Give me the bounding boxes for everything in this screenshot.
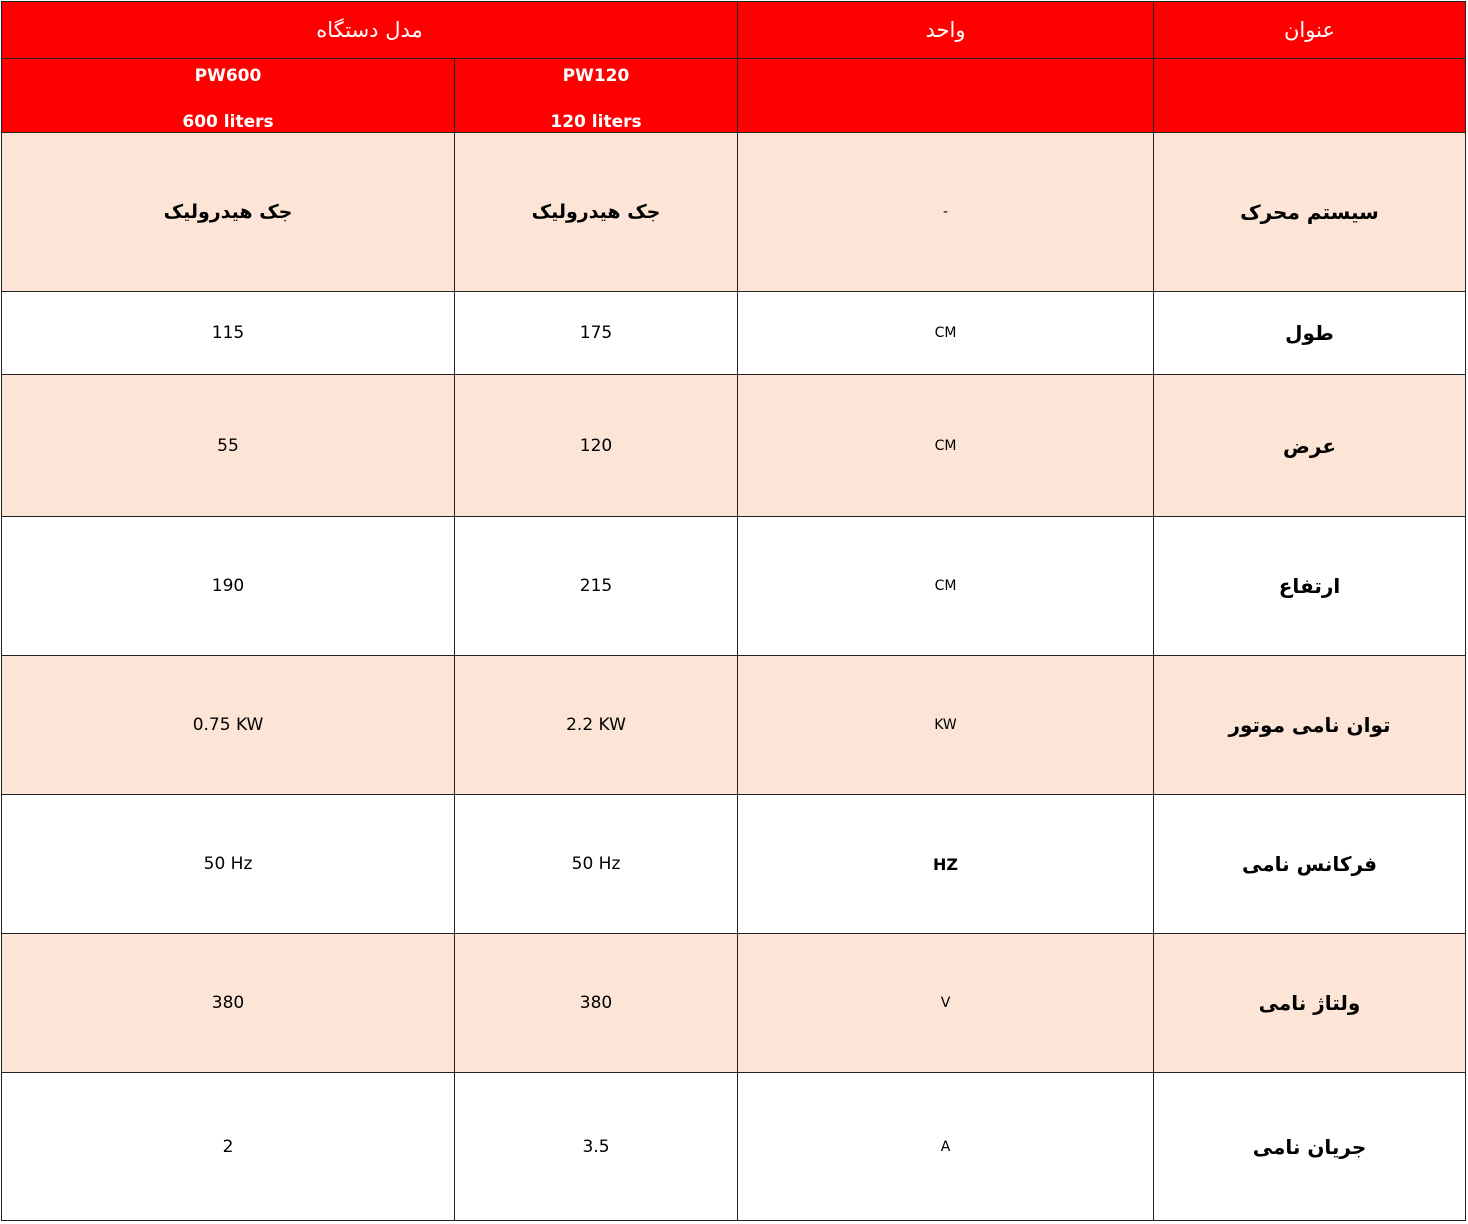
- model-capacity: 120 liters: [550, 111, 642, 132]
- unit-cell: -: [738, 133, 1154, 292]
- value-pw120: 3.5: [455, 1073, 738, 1221]
- table-row: [2, 1073, 1466, 1221]
- value-pw600: 115: [2, 292, 455, 375]
- value-pw120: 50 Hz: [455, 795, 738, 934]
- model-title-blank: [1154, 59, 1466, 133]
- value-pw600: 2: [2, 1073, 455, 1221]
- header-unit: واحد: [738, 2, 1154, 59]
- value-pw120: 2.2 KW: [455, 656, 738, 795]
- header-model: مدل دستگاه: [2, 2, 738, 59]
- unit-cell: A: [738, 1073, 1154, 1221]
- table-row: [2, 375, 1466, 517]
- unit-cell: HZ: [738, 795, 1154, 934]
- value-pw120: 120: [455, 375, 738, 517]
- row-title: طول: [1154, 292, 1466, 375]
- row-title: ولتاژ نامی: [1154, 934, 1466, 1073]
- header-title: عنوان: [1154, 2, 1466, 59]
- table-row: [2, 292, 1466, 375]
- table-row: [2, 656, 1466, 795]
- value-pw600: 55: [2, 375, 455, 517]
- value-pw600: جک هیدرولیک: [2, 133, 455, 292]
- model-pw600: [2, 59, 455, 133]
- unit-cell: CM: [738, 517, 1154, 656]
- value-pw120: 380: [455, 934, 738, 1073]
- model-code: PW120: [562, 65, 630, 86]
- spec-table: [1, 1, 1466, 1221]
- table-row: [2, 133, 1466, 292]
- row-title: توان نامی موتور: [1154, 656, 1466, 795]
- unit-cell: CM: [738, 375, 1154, 517]
- value-pw120: جک هیدرولیک: [455, 133, 738, 292]
- model-pw120: [455, 59, 738, 133]
- row-title: فرکانس نامی: [1154, 795, 1466, 934]
- unit-cell: CM: [738, 292, 1154, 375]
- row-title: سیستم محرک: [1154, 133, 1466, 292]
- value-pw600: 190: [2, 517, 455, 656]
- row-title: ارتفاع: [1154, 517, 1466, 656]
- model-row: [2, 59, 1466, 133]
- header-row: [2, 2, 1466, 59]
- unit-cell: KW: [738, 656, 1154, 795]
- value-pw600: 380: [2, 934, 455, 1073]
- unit-cell: V: [738, 934, 1154, 1073]
- model-code: PW600: [194, 65, 262, 86]
- value-pw600: 50 Hz: [2, 795, 455, 934]
- value-pw600: 0.75 KW: [2, 656, 455, 795]
- value-pw120: 175: [455, 292, 738, 375]
- row-title: جریان نامی: [1154, 1073, 1466, 1221]
- table-row: [2, 795, 1466, 934]
- model-capacity: 600 liters: [182, 111, 274, 132]
- table-row: [2, 934, 1466, 1073]
- table-row: [2, 517, 1466, 656]
- row-title: عرض: [1154, 375, 1466, 517]
- model-unit-blank: [738, 59, 1154, 133]
- value-pw120: 215: [455, 517, 738, 656]
